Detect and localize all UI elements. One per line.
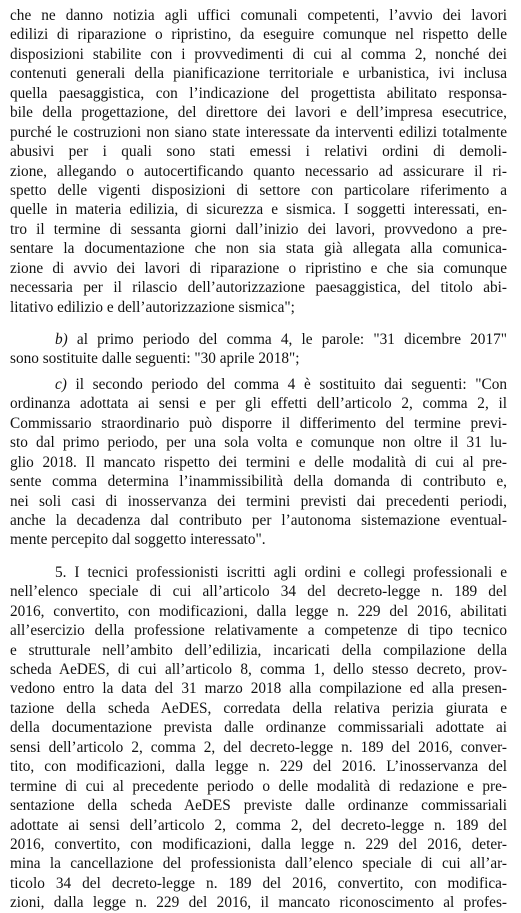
text-line: tito, con modificazioni, dalla legge n. 229 del 2016. L’inosservanza del	[10, 758, 507, 776]
text-line: abusivi per i quali sono stati emessi i relativi ordini di demoli-	[10, 143, 507, 161]
text-line: necessaria per il rilascio dell’autorizzazione paesaggistica, del titolo abi-	[10, 279, 507, 297]
text-line: 5. I tecnici professionisti iscritti agli ordini e collegi professionali e	[55, 563, 507, 581]
text-line: edilizi di riparazione o ripristino, da eseguire comunque nel rispetto delle	[10, 26, 507, 44]
item-text: al primo periodo del comma 4, le parole: "31 dicembre 2017"	[67, 331, 507, 348]
item-b	[10, 330, 507, 369]
text-line: contenuti generali della pianificazione territoriale e urbanistica, ivi inclusa	[10, 65, 507, 83]
text-line: purché le costruzioni non siano state interessate da interventi edilizi totalmente	[10, 123, 507, 141]
text-line: disposizioni stabilite con i provvedimenti di cui al comma 2, nonché dei	[10, 45, 507, 63]
item-c	[10, 375, 507, 550]
text-line: sono sostituite dalle seguenti: "30 aprile 2018";	[10, 350, 300, 368]
text-line: sto dal primo periodo, per una sola volta e comunque non oltre il 31 lu-	[10, 434, 507, 452]
text-line: sentazione della scheda AeDES previste dalle ordinanze commissariali	[10, 797, 507, 815]
text-line: litativo edilizio e dell’autorizzazione sismica";	[10, 298, 295, 316]
text-line: vedono entro la data del 31 marzo 2018 alla compilazione ed alla presen-	[10, 680, 507, 698]
text-line: spetto delle vigenti disposizioni di settore con particolare riferimento a	[10, 181, 507, 199]
item-label: b)	[55, 331, 68, 348]
text-line: 2016, convertito, con modificazioni, dalla legge n. 229 del 2016, abilitati	[10, 602, 507, 620]
text-line: quella paesaggistica, con l’indicazione del progettista abilitato responsa-	[10, 84, 507, 102]
text-line	[10, 330, 507, 349]
text-line: glio 2018. Il mancato rispetto dei termini e delle modalità di cui al pre-	[10, 453, 507, 471]
text-line: ordinanza adottata ai sensi e per gli effetti dell’articolo 2, comma 2, il	[10, 395, 507, 413]
text-line: nei soli casi di inosservanza dei termini previsti dai precedenti periodi,	[10, 492, 507, 510]
text-line: zioni, dalla legge n. 229 del 2016, il mancato riconoscimento al profes-	[10, 894, 507, 912]
text-line: mente percepito dal soggetto interessato".	[10, 531, 266, 549]
paragraph-5	[10, 563, 507, 913]
text-line: adottate ai sensi dell’articolo 2, comma 2, del decreto-legge n. 189 del	[10, 816, 507, 834]
text-line: quelle in materia edilizia, di sicurezza e sismica. I soggetti interessati, en-	[10, 201, 507, 219]
item-label: c)	[55, 375, 67, 393]
text-line: anche la decadenza dal contributo per l’autonoma sistemazione eventual-	[10, 511, 507, 529]
text-line: tro il termine di sessanta giorni dall’inizio dei lavori, provvedono a pre-	[10, 220, 507, 238]
text-line: sensi dell’articolo 2, comma 2, del decreto-legge n. 189 del 2016, conver-	[10, 738, 507, 756]
text-line: e strutturale nell’ambito dell’edilizia, incaricati della compilazione della	[10, 641, 507, 659]
text-line: sente comma determina l’inammissibilità della domanda di contributo e,	[10, 473, 507, 491]
text-line: all’esercizio della professione relativamente a competenze di tipo tecnico	[10, 622, 507, 640]
text-line: termine di cui al precedente periodo o delle modalità di redazione e pre-	[10, 777, 507, 795]
paragraph-continuation	[10, 6, 507, 317]
text-line: ticolo 34 del decreto-legge n. 189 del 2016, convertito, con modifica-	[10, 874, 507, 892]
text-line: tazione della scheda AeDES, corredata della relativa perizia giurata e	[10, 699, 507, 717]
text-line: della documentazione prevista dalle ordinanze commissariali adottate ai	[10, 719, 507, 737]
text-line: Commissario straordinario può disporre il differimento del termine previ-	[10, 414, 507, 432]
text-line: 2016, convertito, con modificazioni, dalla legge n. 229 del 2016, deter-	[10, 835, 507, 853]
item-text: il secondo periodo del comma 4 è sostituito dai seguenti: "Con	[66, 375, 507, 393]
text-line: nell’elenco speciale di cui all’articolo 34 del decreto-legge n. 189 del	[10, 583, 507, 601]
text-line: mina la cancellazione del professionista dall’elenco speciale di cui all’ar-	[10, 855, 507, 873]
text-line: sentare la documentazione che non sia stata già allegata alla comunica-	[10, 240, 507, 258]
text-line: che ne danno notizia agli uffici comunali competenti, l’avvio dei lavori	[10, 7, 507, 24]
text-line	[10, 375, 507, 394]
text-line: bile della progettazione, del direttore dei lavori e dell’impresa esecutrice,	[10, 104, 507, 122]
text-line: zione, allegando o autocertificando quanto necessario ad assicurare il ri-	[10, 162, 507, 180]
text-line: scheda AeDES, di cui all’articolo 8, comma 1, dello stesso decreto, prov-	[10, 661, 507, 678]
text-line: zione di avvio dei lavori di riparazione o ripristino e che sia comunque	[10, 259, 507, 277]
